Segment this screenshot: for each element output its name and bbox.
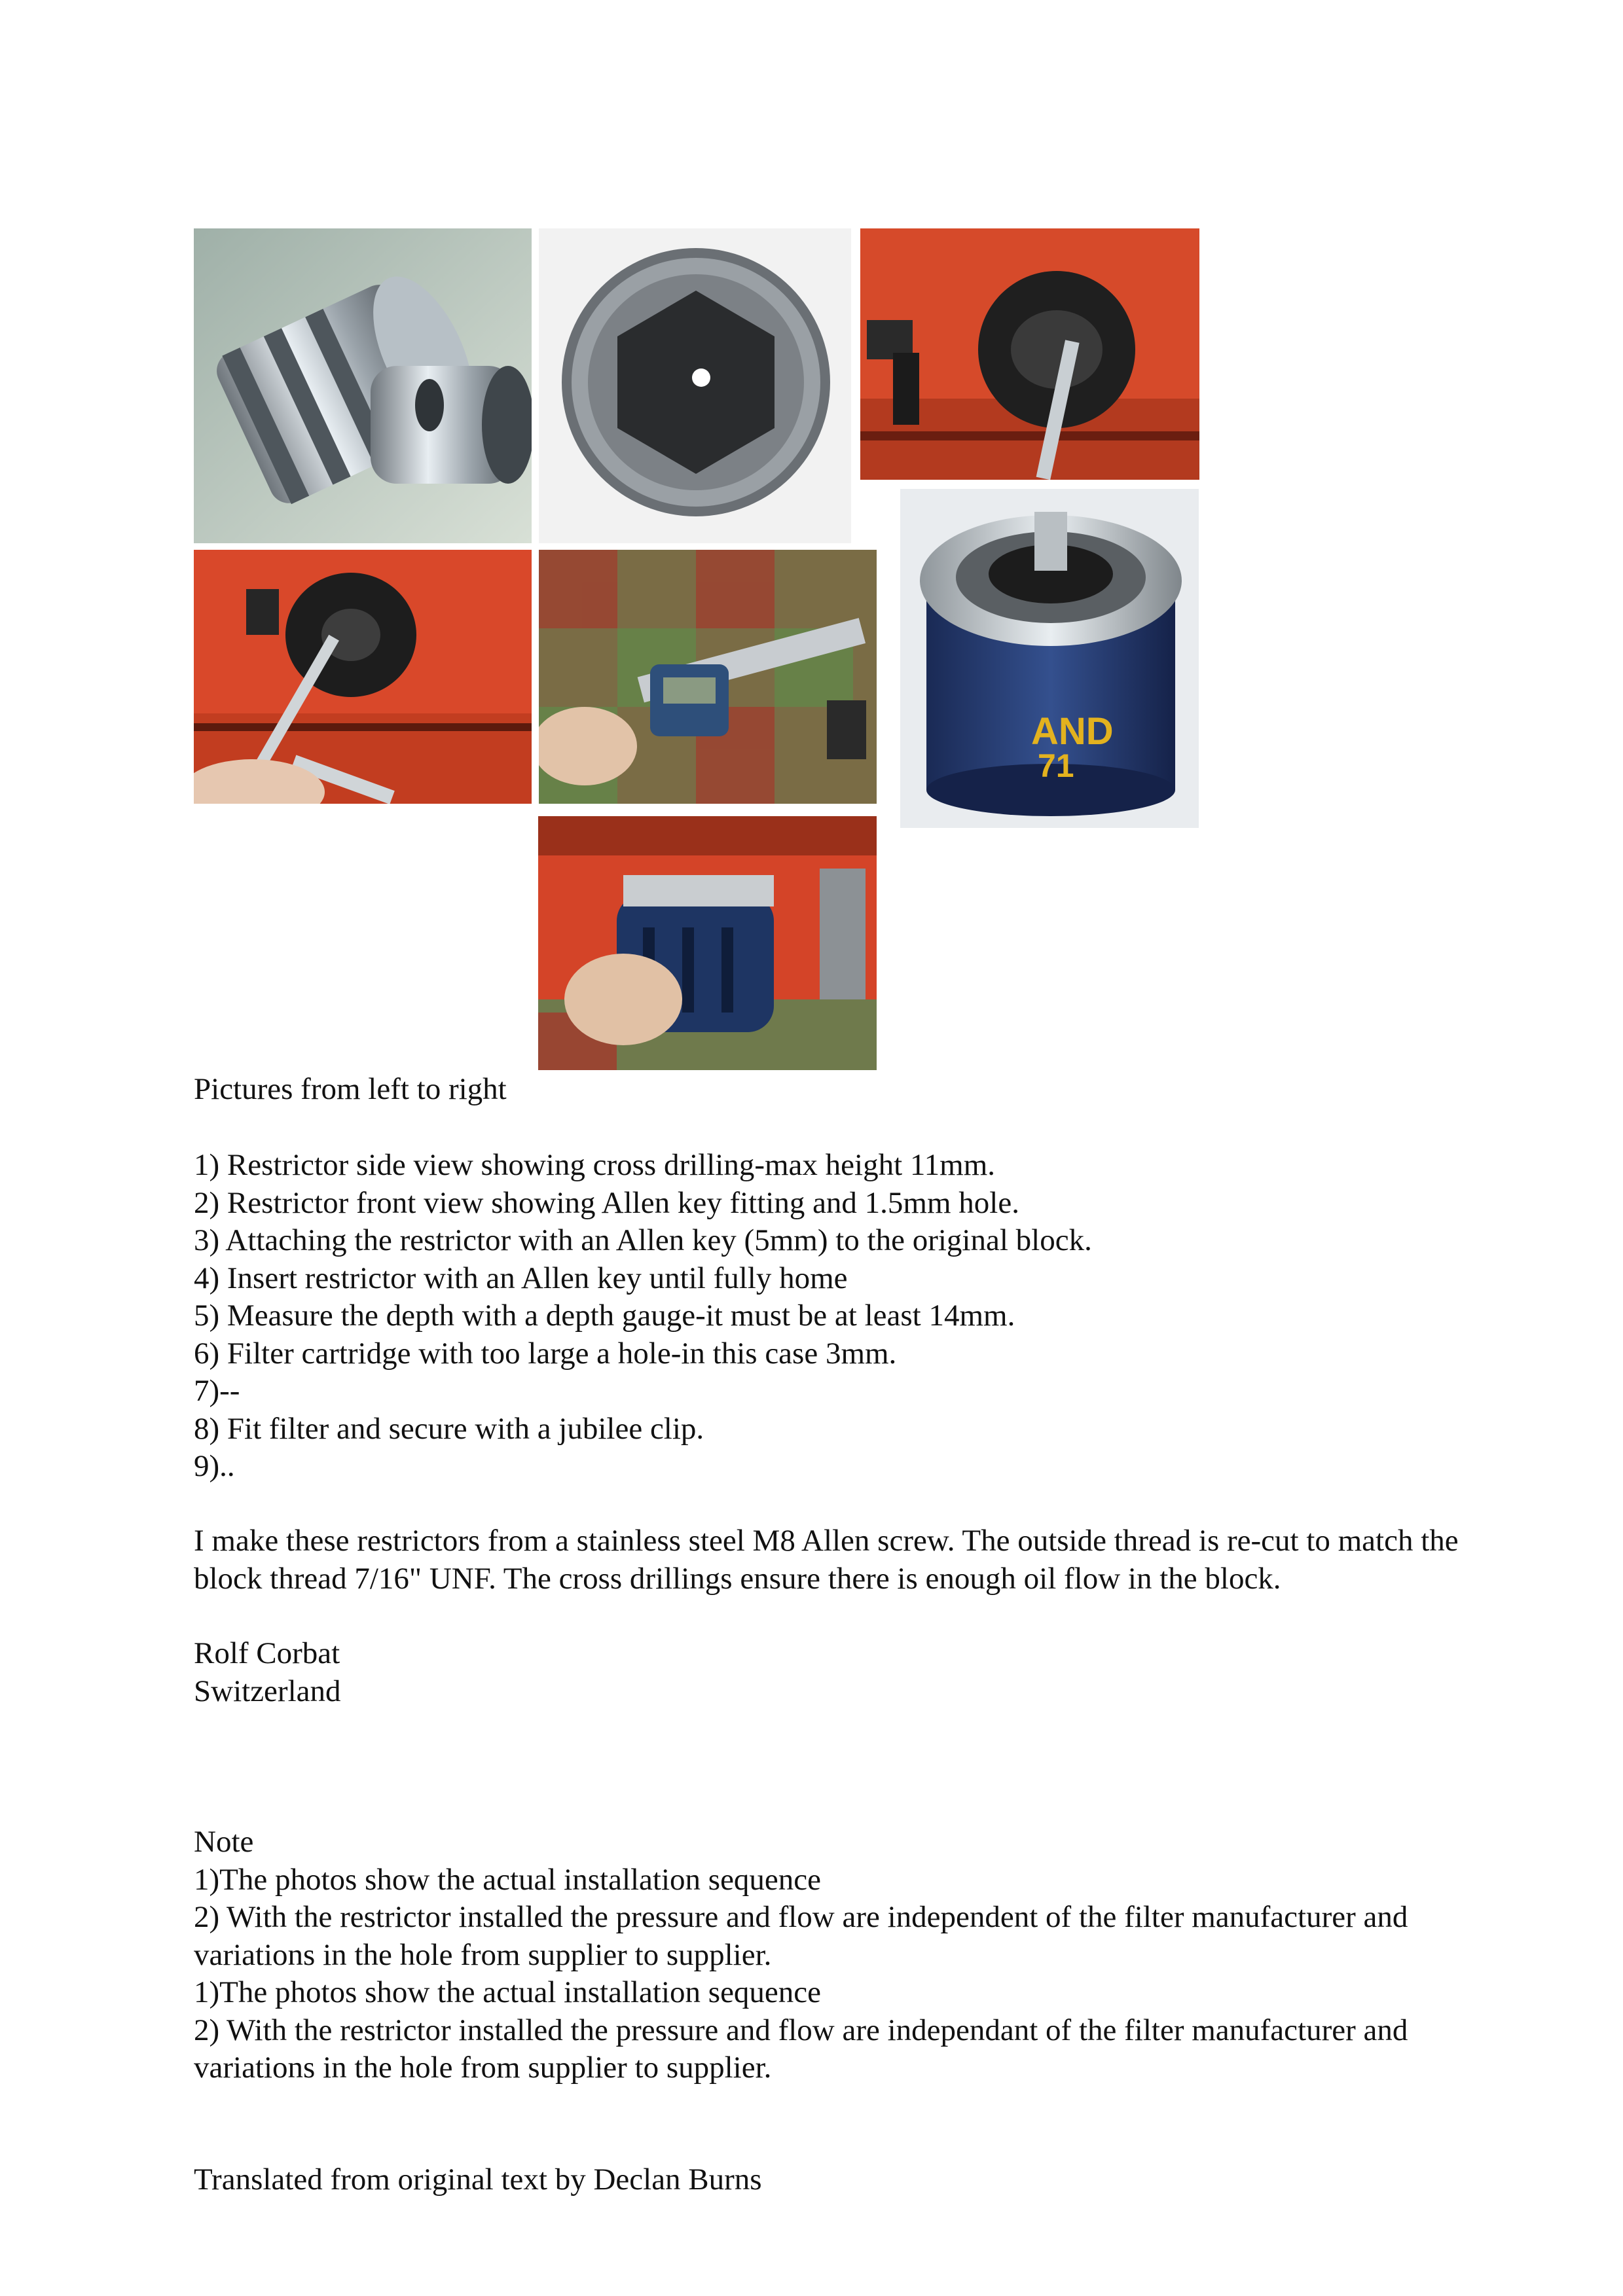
- photo-restrictor-front-view: [539, 228, 851, 543]
- caption-item: 7)--: [194, 1374, 240, 1408]
- intro-text: [194, 1071, 1503, 1109]
- photo-fit-filter: [538, 816, 877, 1070]
- insert-restrictor-image: [194, 550, 532, 804]
- author-name: Rolf Corbat: [194, 1636, 340, 1670]
- photo-measure-depth: [539, 550, 877, 804]
- note-item: 1)The photos show the actual installation sequence: [194, 1862, 822, 1897]
- photo-restrictor-side-view: [194, 228, 532, 543]
- caption-list: [194, 1147, 1503, 1486]
- notes-heading: Note: [194, 1825, 254, 1859]
- filter-number-text: 71: [1038, 747, 1074, 784]
- restrictor-side-image: [194, 228, 532, 543]
- photo-attaching-restrictor: [860, 228, 1199, 480]
- fit-filter-image: [538, 816, 877, 1070]
- caption-item: 8) Fit filter and secure with a jubilee clip.: [194, 1411, 704, 1446]
- filter-cartridge-image: [900, 489, 1199, 828]
- photo-insert-restrictor: [194, 550, 532, 804]
- credit-text: Translated from original text by Declan Burns: [194, 2162, 762, 2197]
- note-item: 2) With the restrictor installed the pressure and flow are independant of the filter manufacturer and variations in the hole from supplier to supplier.: [194, 2013, 1408, 2085]
- restrictor-front-image: [539, 228, 851, 543]
- caption-item: 4) Insert restrictor with an Allen key until fully home: [194, 1261, 848, 1295]
- caption-item: 1) Restrictor side view showing cross drilling-max height 11mm.: [194, 1148, 995, 1182]
- notes-section: [194, 1823, 1503, 2087]
- author-block: [194, 1635, 1503, 1710]
- caption-item: 6) Filter cartridge with too large a hole-in this case 3mm.: [194, 1336, 897, 1371]
- intro-line: Pictures from left to right: [194, 1072, 507, 1106]
- translation-credit: [194, 2161, 1503, 2199]
- caption-item: 3) Attaching the restrictor with an Allen key (5mm) to the original block.: [194, 1223, 1092, 1257]
- caption-item: 2) Restrictor front view showing Allen key fitting and 1.5mm hole.: [194, 1185, 1019, 1220]
- photo-filter-cartridge: [900, 489, 1199, 828]
- note-item: 2) With the restrictor installed the pressure and flow are independent of the filter manufacturer and variations in the hole from supplier to supplier.: [194, 1900, 1408, 1972]
- author-country: Switzerland: [194, 1674, 341, 1708]
- caption-item: 9)..: [194, 1449, 235, 1483]
- attaching-restrictor-image: [860, 228, 1199, 480]
- caption-item: 5) Measure the depth with a depth gauge-it must be at least 14mm.: [194, 1299, 1015, 1333]
- note-item: 1)The photos show the actual installation sequence: [194, 1975, 822, 2009]
- filter-brand-text: AND: [1031, 710, 1114, 753]
- description-text: I make these restrictors from a stainless steel M8 Allen screw. The outside thread is re-cut to match the block thread 7/16" UNF. The cross drillings ensure there is enough oil flow in the block.: [194, 1524, 1459, 1596]
- measure-depth-image: [539, 550, 877, 804]
- description-paragraph: [194, 1522, 1503, 1598]
